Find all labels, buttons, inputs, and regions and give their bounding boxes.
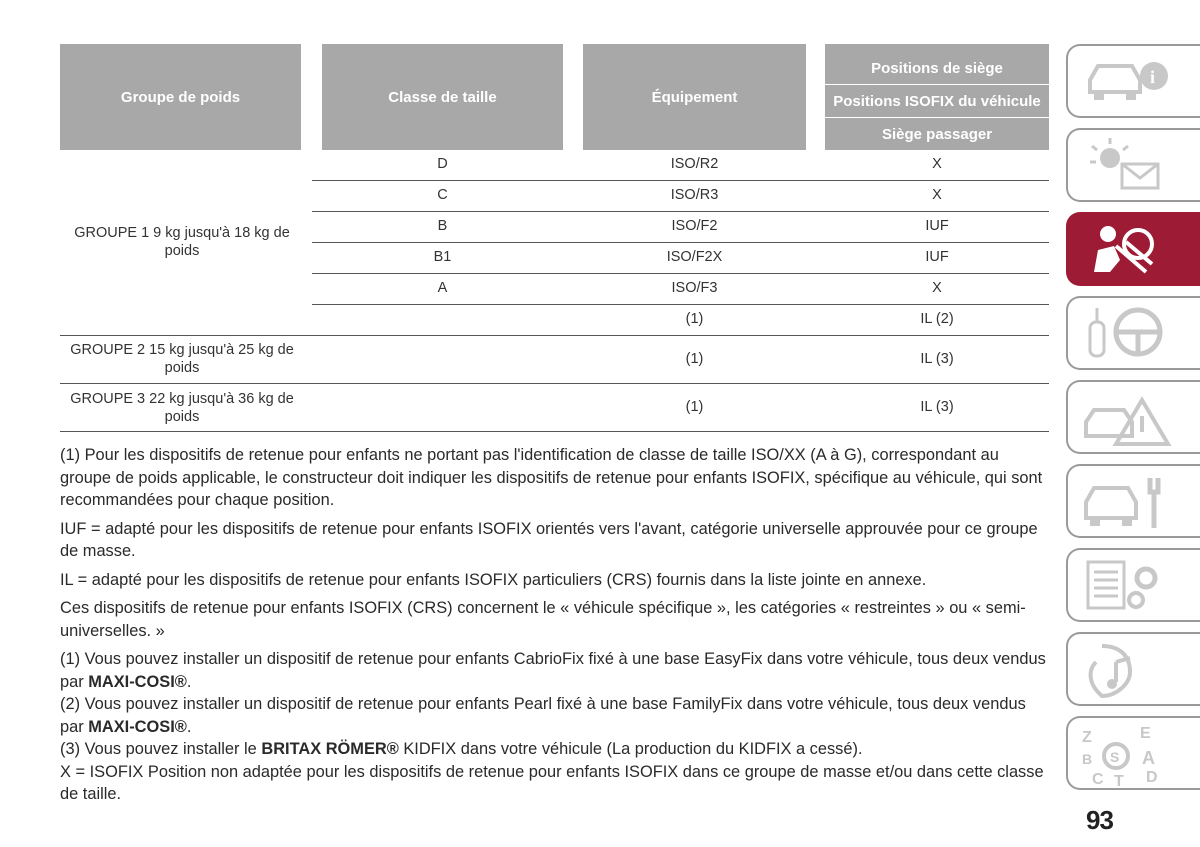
technical-data-icon — [1080, 556, 1180, 616]
cell-pos: IUF — [925, 218, 949, 234]
cell-pos: X — [932, 187, 942, 203]
svg-text:T: T — [1114, 773, 1124, 788]
cell-classe: A — [437, 280, 448, 296]
tab-technical-data[interactable] — [1066, 548, 1200, 622]
tab-car-info[interactable] — [1066, 44, 1200, 118]
emergency-icon — [1080, 388, 1180, 448]
warning-lights-icon — [1080, 136, 1180, 196]
cell-pos: IL (3) — [920, 399, 954, 415]
note-v3: (3) Vous pouvez installer le BRITAX RÖMER® KIDFIX dans votre véhicule (La production du KIDFIX a cessé). — [60, 740, 863, 758]
multimedia-icon — [1080, 640, 1180, 700]
footnotes — [60, 444, 1050, 806]
cell-classe: C — [437, 187, 448, 203]
svg-text:Z: Z — [1082, 729, 1092, 746]
header-positions-label: Positions de siège — [871, 60, 1003, 77]
header-equipement: Équipement — [583, 44, 806, 150]
cell-equip: ISO/R2 — [670, 156, 719, 172]
cell-pos: X — [932, 156, 942, 172]
header-passager-label: Siège passager — [881, 126, 993, 143]
svg-text:D: D — [1146, 769, 1158, 786]
page-number: 93 — [1086, 805, 1113, 835]
group-1-label: GROUPE 1 9 kg jusqu'à 18 kg de poids — [74, 225, 290, 259]
svg-text:E: E — [1140, 725, 1151, 742]
cell-equip: (1) — [685, 311, 704, 327]
header-isofix-label: Positions ISOFIX du véhicule — [833, 93, 1041, 110]
svg-text:B: B — [1082, 751, 1093, 767]
tab-key-steering[interactable] — [1066, 296, 1200, 370]
svg-text:A: A — [1142, 748, 1155, 768]
brand-maxi-cosi: MAXI-COSI® — [88, 672, 187, 691]
tab-emergency[interactable] — [1066, 380, 1200, 454]
note-il: IL = adapté pour les dispositifs de retenue pour enfants ISOFIX particuliers (CRS) fournis dans la liste jointe en annexe. — [60, 570, 927, 589]
airbag-safety-icon — [1080, 220, 1180, 280]
tab-airbag-safety[interactable] — [1066, 212, 1200, 286]
cell-equip: ISO/F3 — [671, 280, 718, 296]
tab-warning-lights[interactable] — [1066, 128, 1200, 202]
header-classe: Classe de taille — [322, 44, 563, 150]
cell-equip: ISO/F2 — [671, 218, 718, 234]
header-positions — [825, 44, 1049, 150]
car-maintenance-icon — [1080, 472, 1180, 532]
cell-pos: IL (3) — [920, 351, 954, 367]
cell-pos: X — [932, 280, 942, 296]
svg-text:i: i — [1150, 67, 1156, 87]
cell-pos: IL (2) — [920, 311, 954, 327]
note-v1: (1) Vous pouvez installer un dispositif de retenue pour enfants CabrioFix fixé à une base EasyFix dans votre véhicule, tous deux vendus par MAXI-COSI®. — [60, 650, 1046, 691]
cell-classe: B1 — [433, 249, 452, 265]
cell-equip: ISO/F2X — [666, 249, 723, 265]
note-crs: Ces dispositifs de retenue pour enfants ISOFIX (CRS) concernent le « véhicule spécifique », les catégories « restreintes » ou « semi-universelles. » — [60, 599, 1026, 640]
brand-britax-romer: BRITAX RÖMER® — [261, 740, 399, 758]
note-iuf: IUF = adapté pour les dispositifs de retenue pour enfants ISOFIX orientés vers l'avant, catégorie universelle approuvée pour ce groupe de masse. — [60, 519, 1038, 560]
brand-maxi-cosi: MAXI-COSI® — [88, 717, 187, 736]
note-1: (1) Pour les dispositifs de retenue pour enfants ne portant pas l'identification de classe de taille ISO/XX (A à G), correspondant au groupe de poids applicable, le constructeur doit indiquer les dispositifs de retenue pour enfants ISOFIX, spécifique au véhicule, qui sont recommandées pour chaque position. — [60, 446, 1043, 509]
svg-text:S: S — [1110, 749, 1120, 765]
index-icon — [1080, 724, 1180, 788]
header-groupe: Groupe de poids — [60, 44, 301, 150]
cell-classe: D — [437, 156, 448, 172]
tab-multimedia[interactable] — [1066, 632, 1200, 706]
key-steering-icon — [1080, 304, 1180, 364]
tab-maintenance[interactable] — [1066, 464, 1200, 538]
group-2-label: GROUPE 2 15 kg jusqu'à 25 kg de poids — [70, 342, 294, 376]
table-header — [60, 44, 1049, 150]
cell-equip: ISO/R3 — [670, 187, 719, 203]
cell-pos: IUF — [925, 249, 949, 265]
car-info-icon — [1080, 52, 1180, 112]
note-v2: (2) Vous pouvez installer un dispositif de retenue pour enfants Pearl fixé à une base FamilyFix dans votre véhicule, tous deux vendus par MAXI-COSI®. — [60, 695, 1026, 736]
note-x: X = ISOFIX Position non adaptée pour les dispositifs de retenue pour enfants ISOFIX dans ce groupe de masse et/ou dans cette classe de taille. — [60, 762, 1044, 803]
tab-index[interactable] — [1066, 716, 1200, 790]
cell-classe: B — [437, 218, 448, 234]
cell-equip: (1) — [685, 351, 704, 367]
group-3-label: GROUPE 3 22 kg jusqu'à 36 kg de poids — [70, 391, 294, 425]
isofix-table — [60, 44, 1049, 425]
cell-equip: (1) — [685, 399, 704, 415]
svg-text:C: C — [1092, 771, 1104, 788]
